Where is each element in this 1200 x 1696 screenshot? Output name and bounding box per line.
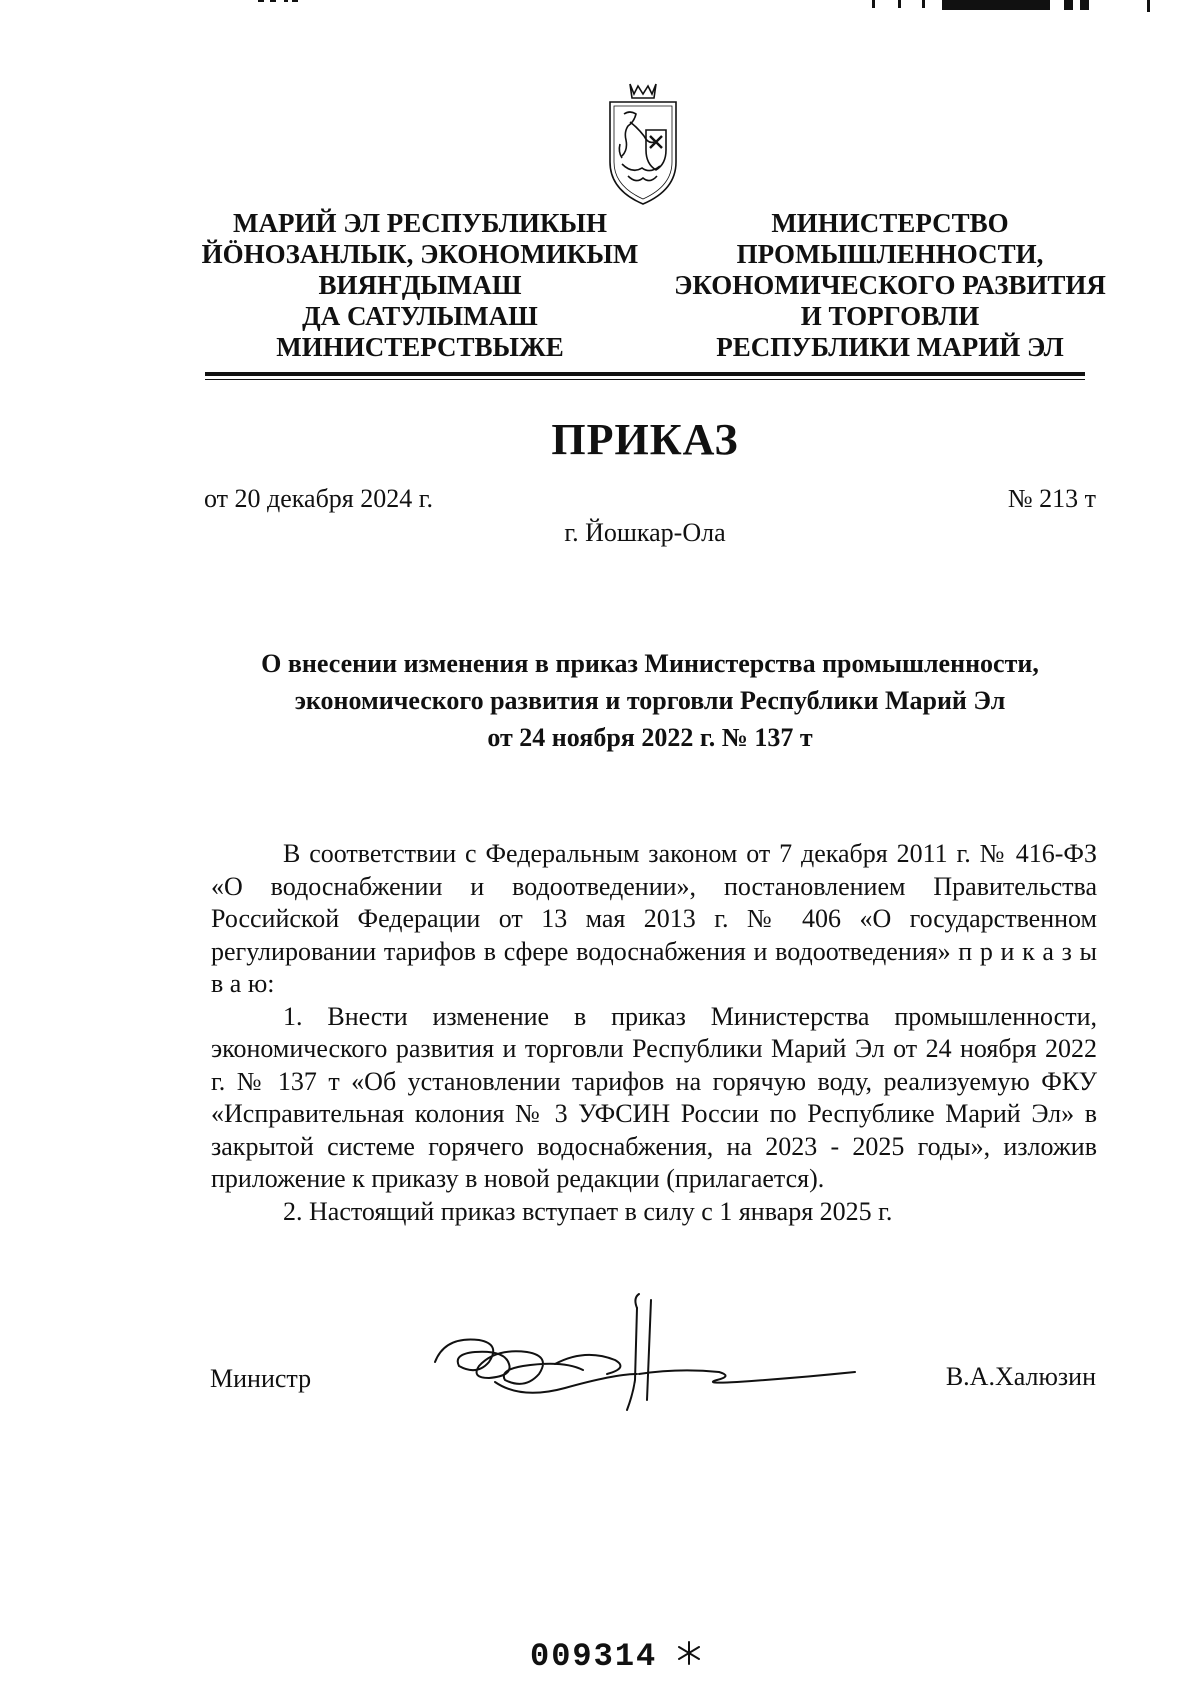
subject-line: от 24 ноября 2022 г. № 137 т [487,723,813,752]
signatory-role: Министр [210,1364,312,1393]
body-paragraph-item-2: 2. Настоящий приказ вступает в силу с 1 января 2025 г. [283,1196,893,1226]
header-right-line: ЭКОНОМИЧЕСКОГО РАЗВИТИЯ [674,270,1106,300]
header-left-line: МИНИСТЕРСТВЫЖЕ [276,332,564,362]
body-paragraph-preamble: В соответствии с Федеральным законом от 7 декабря 2011 г. № 416-ФЗ «О водоснабжении и водоотведении», постановлением Правительства Российской Федерации от 13 мая 2013 г. № 406 «О государственном регулировании тарифов в сфере водоснабжения и водоотведения» п р и к а з ы в а ю: [211,839,1097,998]
subject-line: О внесении изменения в приказ Министерства промышленности, [261,649,1039,678]
header-divider-thick [205,372,1085,376]
header-left-line: ДА САТУЛЫМАШ [302,301,538,331]
header-marij-el [190,208,650,363]
header-right-line: ПРОМЫШЛЕННОСТИ, [736,239,1044,269]
coat-of-arms-icon [600,78,686,208]
header-left-line: ВИЯҤДЫМАШ [318,270,522,300]
header-right-line: МИНИСТЕРСТВО [771,208,1009,238]
subject-line: экономического развития и торговли Республики Марий Эл [294,686,1006,715]
header-left-line: МАРИЙ ЭЛ РЕСПУБЛИКЫН [233,208,607,238]
header-left-line: ЙӦНОЗАНЛЫК, ЭКОНОМИКЫМ [201,239,639,269]
header-right-line: И ТОРГОВЛИ [800,301,980,331]
header-divider-thin [205,379,1085,380]
asterisk-mark-icon [676,1640,702,1666]
handwritten-signature-icon [425,1280,885,1430]
body-paragraph-item-1: 1. Внести изменение в приказ Министерства промышленности, экономического развития и торговли Республики Марий Эл от 24 ноября 2022 г. № 137 т «Об установлении тарифов на горячую воду, реализуемую ФКУ «Исправительная колония № 3 УФСИН России по Республике Марий Эл» в закрытой системе горячего водоснабжения, на 2023 - 2025 годы», изложив приложение к приказу в новой редакции (прилагается). [211,1001,1097,1193]
header-right-line: РЕСПУБЛИКИ МАРИЙ ЭЛ [716,332,1064,362]
document-city: г. Йошкар-Ола [564,518,726,547]
document-subject [200,645,1100,756]
signatory-name: В.А.Халюзин [945,1362,1096,1391]
serial-number: 009314 [530,1638,658,1675]
document-title: ПРИКАЗ [551,415,739,464]
header-russian [660,208,1120,363]
document-date: от 20 декабря 2024 г. [204,484,433,513]
document-number: № 213 т [1007,484,1096,513]
document-body [211,838,1097,1228]
scan-artifacts [0,0,1200,14]
